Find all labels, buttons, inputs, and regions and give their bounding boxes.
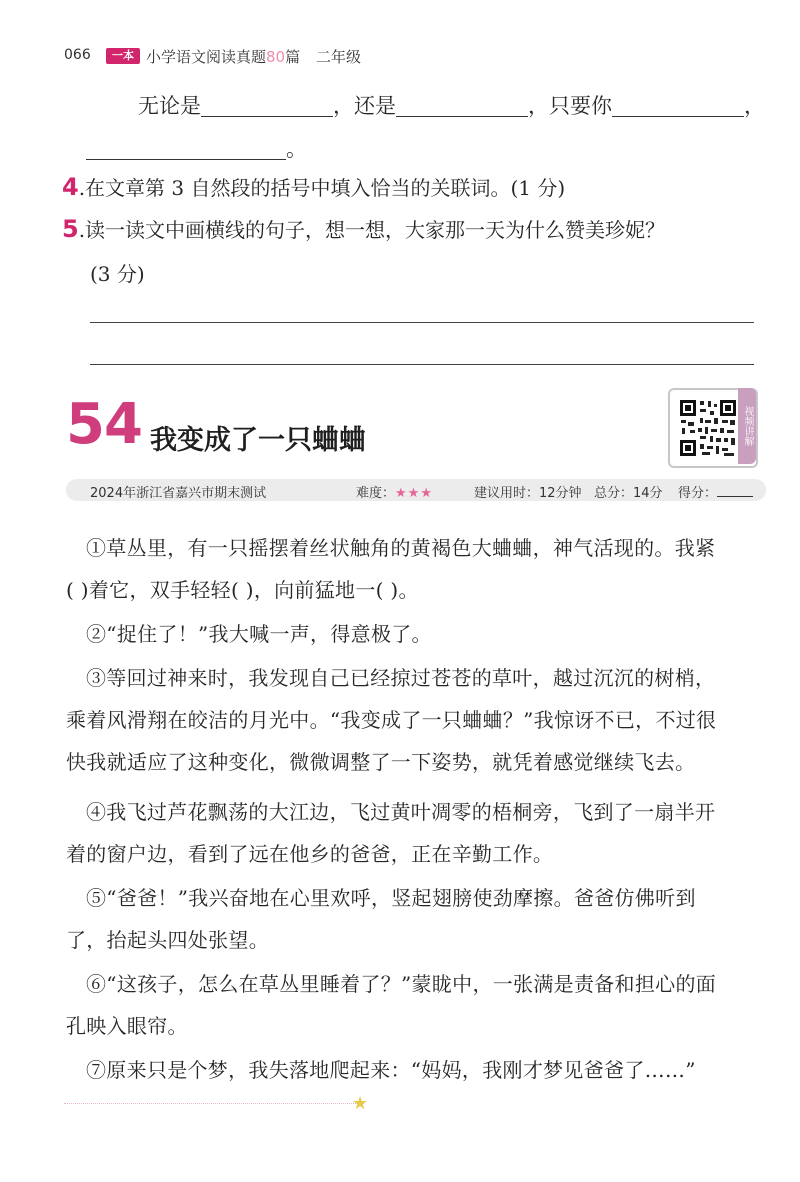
- paragraph-4-line-1: ④我飞过芦花飘荡的大江边，飞过黄叶凋零的梧桐旁，飞到了一扇半开: [86, 800, 716, 824]
- difficulty: [356, 482, 433, 501]
- score-label: 得分：: [678, 486, 718, 501]
- q3-part1: 无论是: [138, 94, 201, 118]
- answer-blank-3[interactable]: [612, 94, 744, 117]
- difficulty-stars: ★★★: [395, 486, 433, 501]
- footer-decoration: [64, 1103, 364, 1106]
- video-explain-tab[interactable]: 视频讲解: [738, 388, 756, 464]
- section-title: 我变成了一只蛐蛐: [150, 425, 366, 456]
- answer-blank-2[interactable]: [396, 94, 528, 117]
- paragraph-2: ②“捉住了！”我大喊一声，得意极了。: [86, 622, 432, 646]
- q3-part3: ，只要你: [528, 94, 612, 118]
- question-5: [62, 214, 665, 243]
- paragraph-4-line-2: 着的窗户边，看到了远在他乡的爸爸，正在辛勤工作。: [66, 842, 554, 866]
- page-number: 066: [64, 47, 91, 63]
- book-title-accent: 80: [266, 48, 286, 66]
- star-icon: ★: [352, 1093, 369, 1114]
- book-title-prefix: 小学语文阅读真题: [146, 48, 267, 66]
- question-4-number: 4: [62, 173, 79, 201]
- answer-blank-1[interactable]: [201, 94, 333, 117]
- paragraph-6-line-2: 孔映入眼帘。: [66, 1014, 188, 1038]
- question-4-text: .在文章第 3 自然段的括号中填入恰当的关联词。(1 分): [78, 176, 566, 200]
- q3-line-2: [86, 133, 307, 163]
- qr-code-icon: [678, 398, 738, 458]
- book-title-suffix: 篇: [285, 48, 301, 66]
- q3-line: [138, 90, 765, 120]
- paragraph-3-line-1: ③等回过神来时，我发现自己已经掠过苍苍的草叶，越过沉沉的树梢，: [86, 666, 716, 690]
- paragraph-7: ⑦原来只是个梦，我失落地爬起来：“妈妈，我刚才梦见爸爸了……”: [86, 1058, 696, 1082]
- paragraph-5-line-1: ⑤“爸爸！”我兴奋地在心里欢呼，竖起翅膀使劲摩擦。爸爸仿佛听到: [86, 886, 696, 910]
- paragraph-6-line-1: ⑥“这孩子，怎么在草丛里睡着了？”蒙眬中，一张满是责备和担心的面: [86, 972, 717, 996]
- question-5-text: .读一读文中画横线的句子，想一想，大家那一天为什么赞美珍妮？: [78, 218, 666, 242]
- paragraph-1-line-1: ①草丛里，有一只摇摆着丝状触角的黄褐色大蛐蛐，神气活现的。我紧: [86, 536, 716, 560]
- answer-blank-4[interactable]: [86, 137, 286, 160]
- difficulty-label: 难度：: [356, 486, 396, 501]
- section-number: 54: [66, 392, 142, 457]
- grade-label: 二年级: [316, 48, 362, 66]
- paragraph-5-line-2: 了，抬起头四处张望。: [66, 928, 269, 952]
- book-title: [146, 46, 300, 67]
- brand-badge: 一本: [106, 48, 140, 64]
- paragraph-1-line-2: ( )着它，双手轻轻( )，向前猛地一( )。: [66, 578, 419, 602]
- q3-part4: ，: [744, 94, 765, 118]
- suggested-time: 建议用时：12分钟: [474, 486, 582, 501]
- source-label: 2024年浙江省嘉兴市期末测试: [90, 486, 267, 501]
- paragraph-3-line-3: 快我就适应了这种变化，微微调整了一下姿势，就凭着感觉继续飞去。: [66, 750, 696, 774]
- score-blank[interactable]: [717, 484, 753, 497]
- paragraph-3-line-2: 乘着风滑翔在皎洁的月光中。“我变成了一只蛐蛐？”我惊讶不已，不过很: [66, 708, 717, 732]
- answer-line-1[interactable]: [90, 322, 754, 323]
- score-field: [678, 482, 753, 501]
- answer-line-2[interactable]: [90, 364, 754, 365]
- question-5-points: (3 分): [90, 262, 145, 286]
- question-4: [62, 172, 565, 201]
- q3-part2: ，还是: [333, 94, 396, 118]
- question-5-number: 5: [62, 215, 79, 243]
- q3-end: 。: [286, 137, 307, 161]
- total-score: 总分：14分: [594, 486, 663, 501]
